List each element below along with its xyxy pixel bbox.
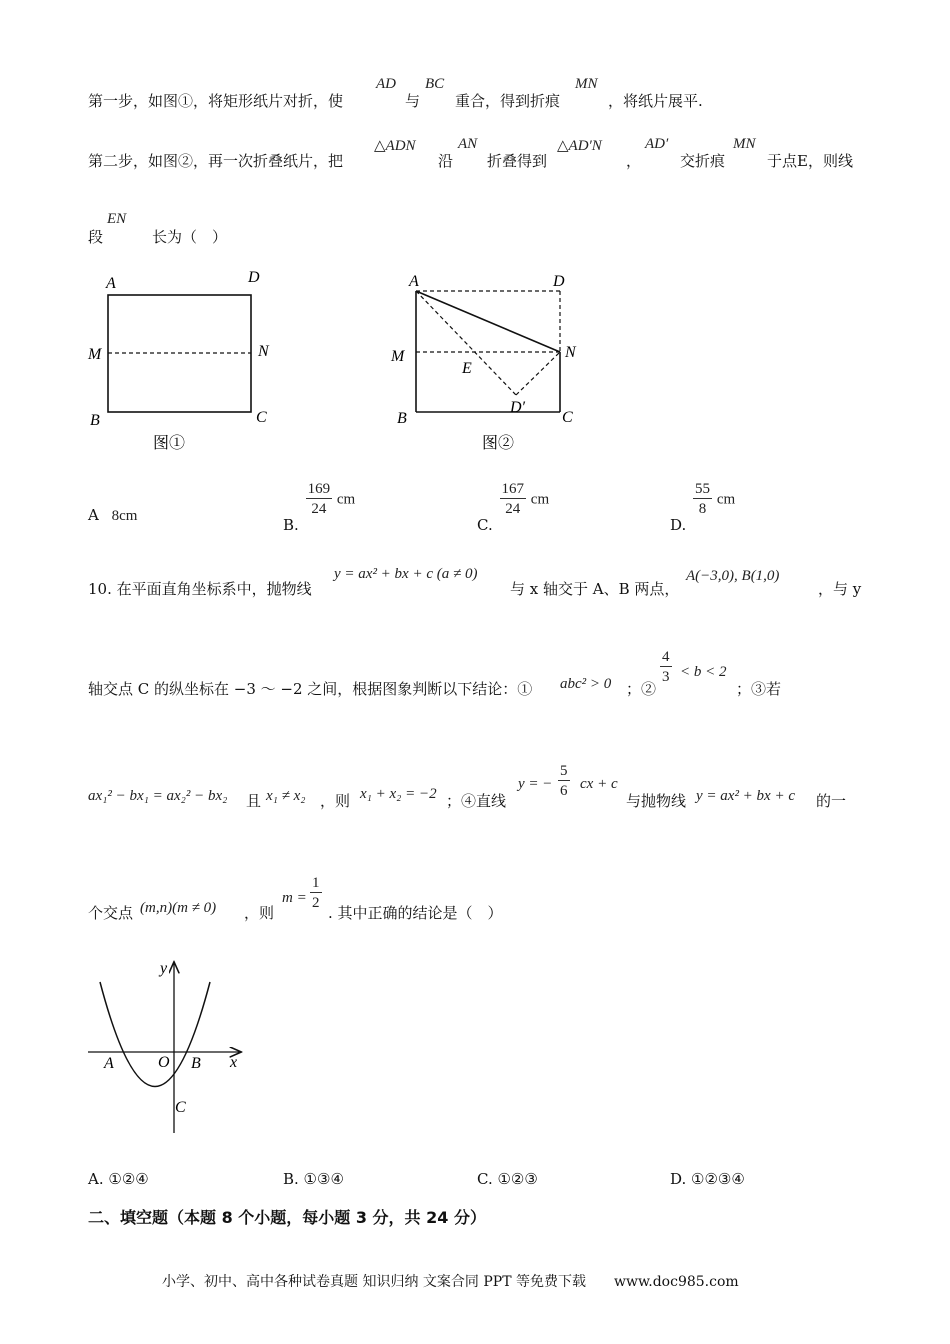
q10-neq: x₁ ≠ x₂ [266,788,306,804]
fig1-label-c: C [256,409,267,426]
fraction-numerator: 169 [307,481,331,497]
fig2-label-e: E [462,360,472,377]
q10-sep2: ；③若 [736,680,782,698]
step1-end: ，将纸片展平. [608,92,703,110]
math-tri-adn: △ADN [374,138,416,154]
q10-line2-pre: 轴交点 C 的纵坐标在 −3 ～ −2 之间，根据图象判断以下结论：① [88,680,533,698]
q10-sum: x₁ + x₂ = −2 [360,786,437,802]
math-tri-adpn: △AD′N [557,138,602,154]
fraction-numerator: 1 [312,875,320,891]
graph-label-c: C [175,1099,186,1116]
q10-line-fraction [558,762,570,801]
q10-line4-ze: ，则 [244,904,275,922]
q10-line4-point: (m,n)(m ≠ 0) [140,900,217,916]
figure-2 [385,262,605,457]
q9-option-b[interactable] [283,480,356,534]
q10-option-d[interactable]: D. ①②③④ [670,1170,745,1188]
q10-line1-mid: 与 x 轴交于 A、B 两点， [510,580,680,598]
option-unit: cm [716,491,736,508]
math-mn-2: MN [733,136,756,152]
math-adp: AD′ [645,136,669,152]
fig2-dashed-adp [416,291,516,395]
section-heading: 二、填空题（本题 8 个小题，每小题 3 分，共 24 分） [88,1208,486,1227]
fig1-label-m: M [88,346,102,363]
q10-option-c[interactable]: C. ①②③ [477,1170,538,1188]
option-letter: C. [477,515,493,534]
fig2-label-n: N [565,344,576,361]
q10-line3-yu: 与抛物线 [626,792,687,810]
q10-option-a[interactable]: A. ①②④ [88,1170,149,1188]
graph-label-a: A [104,1055,114,1072]
fig2-label-b: B [397,410,407,427]
q10-line4-end: . 其中正确的结论是（ ） [328,904,503,922]
step1-yu: 与 [405,92,421,110]
fig2-fold-an [416,291,560,352]
fraction-numerator: 5 [560,763,568,779]
step2-end: 于点E，则线 [767,152,853,170]
option-letter: A [88,506,99,524]
fig1-caption: 图① [153,435,186,452]
q10-line-y: y = − [518,776,553,792]
q10-c2-rest: < b < 2 [680,664,727,680]
option-fraction [306,480,333,519]
step2-line2-end: 长为（ ） [152,228,228,246]
fig2-dashed-dpn [516,352,560,395]
fraction-numerator: 4 [662,649,670,665]
step2-line2-pre: 段 [88,228,104,246]
figure-1 [80,262,290,457]
fig2-label-dprime: D′ [510,399,526,416]
step2-text: 第二步，如图②，再一次折叠纸片，把 [88,152,344,170]
fig2-label-d: D [553,273,565,290]
footer-text: 小学、初中、高中各种试卷真题 知识归纳 文案合同 PPT 等免费下载 www.doc985.com [162,1274,739,1290]
q9-option-c[interactable] [477,480,550,534]
q10-line3-mid: ；④直线 [446,792,507,810]
fraction-denominator: 24 [311,501,327,517]
step2-yan: 沿 [438,152,454,170]
fig1-label-a: A [106,275,116,292]
math-en: EN [107,211,127,227]
fraction-numerator: 55 [695,481,711,497]
math-bc: BC [425,76,445,92]
step1-text: 第一步，如图①，将矩形纸片对折，使 [88,92,344,110]
graph-label-o: O [158,1054,170,1071]
step1-line [88,90,343,111]
fig2-label-m: M [391,348,405,365]
q10-parabola: y = ax² + bx + c (a ≠ 0) [334,566,478,582]
fraction-denominator: 8 [698,501,707,517]
q10-eq: ax₁² − bx₁ = ax₂² − bx₂ [88,788,228,804]
fig2-label-c: C [562,409,573,426]
fig1-label-d: D [248,269,260,286]
q10-m-fraction [310,874,322,913]
fig1-label-b: B [90,412,100,429]
option-fraction [500,480,527,519]
q10-line4-pre: 个交点 [88,904,134,922]
math-ad: AD [376,76,396,92]
option-letter: D. [670,515,687,534]
graph-label-x: x [230,1054,238,1071]
step2-comma: ， [626,152,642,170]
graph-label-b: B [191,1055,201,1072]
q10-line1-pre: 10. 在平面直角坐标系中，抛物线 [88,580,312,598]
step1-mid: 重合，得到折痕 [455,92,561,110]
q10-ze: ，则 [320,792,351,810]
q10-conclusion-1: abc² > 0 [560,676,612,692]
option-letter: B. [283,515,299,534]
q10-line-rest: cx + c [580,776,618,792]
q10-option-b[interactable]: B. ①③④ [283,1170,344,1188]
fig2-label-a: A [409,273,419,290]
q10-sep1: ；② [626,680,657,698]
fraction-denominator: 24 [505,501,521,517]
option-fraction [693,480,712,519]
fraction-denominator: 6 [560,783,568,799]
q10-line1-end: ，与 y [818,580,862,598]
math-mn: MN [575,76,598,92]
q10-line4-m: m = [282,890,307,906]
step2-fold: 折叠得到 [487,152,548,170]
q9-option-a[interactable] [88,506,137,525]
option-unit: cm [530,491,550,508]
q10-points: A(−3,0), B(1,0) [686,568,780,584]
q10-c2-fraction [660,648,672,687]
graph-label-y: y [160,960,168,977]
option-unit: cm [336,491,356,508]
fig1-label-n: N [258,343,269,360]
math-an: AN [458,136,478,152]
step2-jiao: 交折痕 [680,152,726,170]
q10-qie: 且 [246,792,262,810]
fig2-caption: 图② [482,435,515,452]
q10-line3-end: 的一 [816,792,847,810]
fraction-denominator: 3 [662,669,670,685]
q10-line3-parabola: y = ax² + bx + c [696,788,795,804]
q9-option-d[interactable] [670,480,736,534]
option-value: 8cm [111,508,138,524]
parabola-graph [80,955,260,1140]
fraction-denominator: 2 [312,895,320,911]
fraction-numerator: 167 [501,481,524,497]
